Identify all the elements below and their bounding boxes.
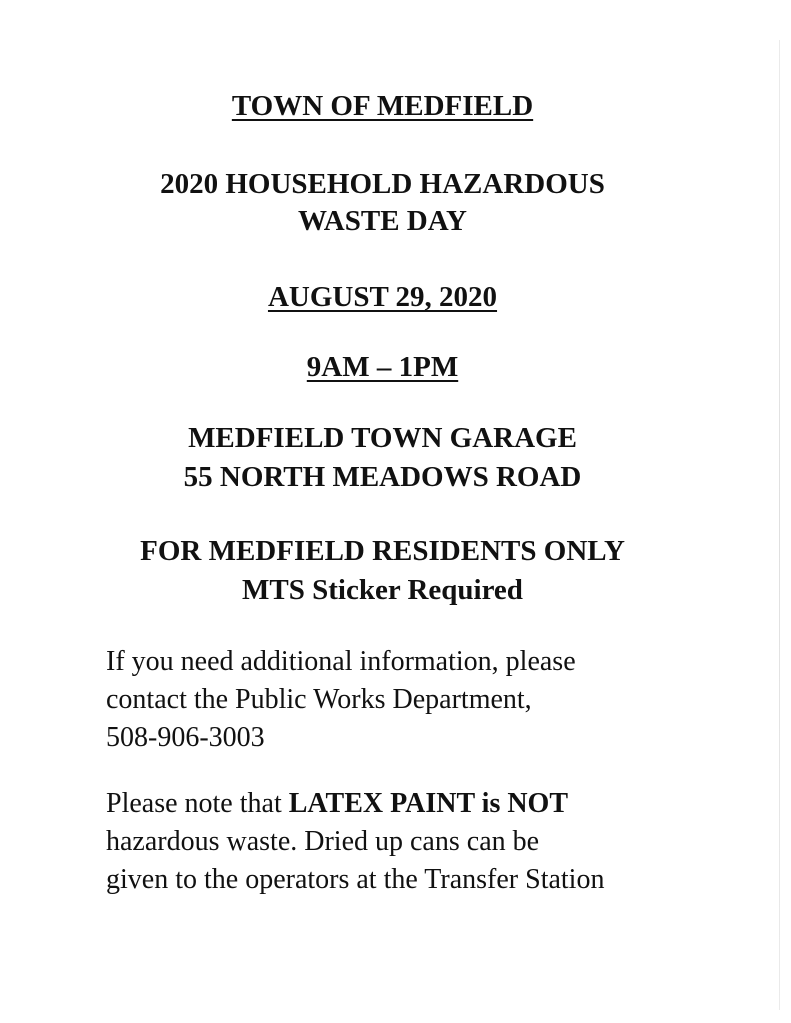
contact-paragraph: [106, 643, 766, 757]
latex-emphasis: LATEX PAINT is NOT: [288, 788, 569, 819]
latex-line-3: given to the operators at the Transfer Station: [106, 864, 605, 895]
page-title: [0, 86, 765, 126]
event-hours: [0, 347, 765, 387]
latex-line-2: hazardous waste. Dried up cans can be: [106, 826, 540, 857]
event-location: [0, 419, 765, 497]
location-address: 55 NORTH MEADOWS ROAD: [183, 461, 582, 493]
event-hours-text: 9AM – 1PM: [306, 351, 459, 383]
contact-line-1: If you need additional information, please: [106, 646, 576, 677]
contact-line-2: contact the Public Works Department,: [106, 684, 532, 715]
event-date: [0, 277, 765, 317]
event-line-2: WASTE DAY: [298, 205, 467, 237]
latex-paint-paragraph: [106, 785, 766, 899]
event-line-1: 2020 HOUSEHOLD HAZARDOUS: [160, 168, 605, 200]
title-text: TOWN OF MEDFIELD: [231, 90, 534, 122]
sticker-required-text: MTS Sticker Required: [242, 574, 523, 606]
contact-phone: 508-906-3003: [106, 722, 265, 753]
residents-notice: [0, 532, 765, 610]
latex-intro: Please note that: [106, 788, 289, 819]
event-date-text: AUGUST 29, 2020: [267, 281, 498, 313]
residents-only-text: FOR MEDFIELD RESIDENTS ONLY: [140, 535, 625, 567]
scan-edge-line: [779, 40, 780, 1010]
location-name: MEDFIELD TOWN GARAGE: [188, 422, 577, 454]
event-heading: [0, 166, 765, 240]
latex-line-1: [106, 785, 766, 823]
